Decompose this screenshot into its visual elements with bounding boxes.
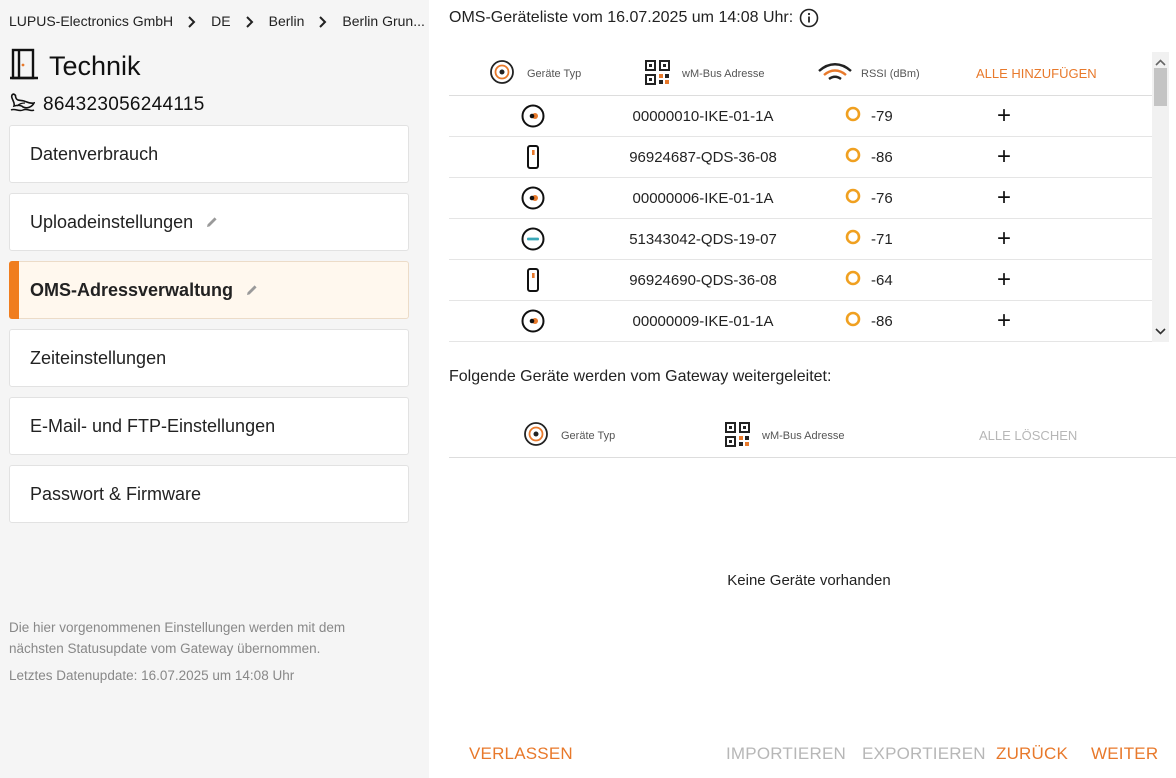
header-type — [449, 59, 617, 88]
header-type — [449, 421, 652, 450]
header-type-label: Geräte Typ — [527, 67, 582, 80]
chevron-right-icon — [231, 13, 269, 29]
chevron-right-icon — [173, 13, 211, 29]
round-sensor-icon — [449, 309, 617, 333]
rssi-value: -71 — [871, 230, 893, 248]
rssi-value: -76 — [871, 189, 893, 207]
menu-item-label: OMS-Adressverwaltung — [30, 279, 234, 300]
swan-icon — [9, 91, 35, 120]
header-address-label: wM-Bus Adresse — [762, 429, 845, 442]
header-rssi-label: RSSI (dBm) — [861, 67, 920, 80]
back-button[interactable]: ZURÜCK — [996, 744, 1069, 763]
pencil-icon — [245, 283, 259, 297]
device-list-header — [449, 52, 1153, 96]
header-actions — [933, 66, 1153, 81]
rssi-cell — [789, 229, 933, 249]
breadcrumb-item-country[interactable]: DE — [211, 13, 231, 29]
main-panel — [429, 0, 1176, 778]
device-type-icon — [489, 59, 515, 88]
breadcrumb-item-location[interactable]: Berlin Grun... — [342, 13, 425, 29]
menu-item-label: Uploadeinstellungen — [30, 211, 194, 232]
menu-item-zeiteinstellungen[interactable] — [9, 329, 409, 387]
rssi-value: -86 — [871, 148, 893, 166]
device-address: 00000006-IKE-01-1A — [632, 189, 774, 207]
next-button[interactable]: WEITER — [1091, 744, 1159, 763]
page-title-row — [9, 48, 141, 84]
rssi-cell — [789, 270, 933, 290]
device-address: 00000010-IKE-01-1A — [632, 107, 774, 125]
device-address: 00000009-IKE-01-1A — [632, 312, 774, 330]
signal-ring-icon — [845, 106, 861, 126]
table-row — [449, 137, 1153, 178]
device-address: 51343042-QDS-19-07 — [629, 230, 777, 248]
header-address — [652, 422, 979, 450]
last-update-note: Letztes Datenupdate: 16.07.2025 um 14:08 Uhr — [9, 668, 295, 683]
menu-item-label: Datenverbrauch — [30, 143, 159, 164]
add-device-button[interactable]: + — [997, 307, 1012, 334]
menu-item-passwort-firmware[interactable] — [9, 465, 409, 523]
signal-ring-icon — [845, 270, 861, 290]
add-device-button[interactable]: + — [997, 225, 1012, 252]
device-type-icon — [523, 421, 549, 450]
settings-menu — [9, 125, 409, 533]
delete-all-button[interactable]: ALLE LÖSCHEN — [979, 428, 1078, 443]
table-row — [449, 301, 1153, 342]
round-sensor-icon — [449, 186, 617, 210]
signal-ring-icon — [845, 311, 861, 331]
header-type-label: Geräte Typ — [561, 429, 616, 442]
rssi-value: -64 — [871, 271, 893, 289]
settings-note: Die hier vorgenommenen Einstellungen werden mit dem nächsten Statusupdate vom Gateway übernommen. — [9, 620, 346, 656]
table-row — [449, 178, 1153, 219]
sidebar — [0, 0, 429, 778]
forwarded-table — [449, 414, 1176, 458]
rssi-cell — [789, 147, 933, 167]
signal-ring-icon — [845, 229, 861, 249]
table-row — [449, 219, 1153, 260]
header-address-label: wM-Bus Adresse — [682, 67, 765, 80]
table-row — [449, 260, 1153, 301]
menu-item-datenverbrauch[interactable] — [9, 125, 409, 183]
header-actions — [979, 428, 1176, 443]
table-row — [449, 96, 1153, 137]
footer-actions — [429, 744, 1176, 768]
breadcrumb-item-city[interactable]: Berlin — [268, 13, 305, 29]
menu-item-uploadeinstellungen[interactable] — [9, 193, 409, 251]
signal-icon — [817, 62, 853, 85]
empty-state-message: Keine Geräte vorhanden — [727, 572, 891, 589]
device-list-table — [449, 52, 1153, 342]
info-icon[interactable] — [799, 8, 819, 28]
breadcrumb — [9, 11, 425, 31]
rssi-value: -86 — [871, 312, 893, 330]
device-list-scrollbar[interactable] — [1152, 52, 1169, 342]
page-title: Technik — [49, 50, 141, 81]
door-sensor-icon — [449, 267, 617, 293]
rssi-cell — [789, 106, 933, 126]
serial-row — [9, 92, 205, 118]
pencil-icon — [205, 215, 219, 229]
leave-button[interactable]: VERLASSEN — [469, 744, 573, 763]
import-button[interactable]: IMPORTIEREN — [726, 744, 846, 763]
add-all-button[interactable]: ALLE HINZUFÜGEN — [976, 66, 1097, 81]
add-device-button[interactable]: + — [997, 102, 1012, 129]
rssi-cell — [789, 188, 933, 208]
device-address: 96924690-QDS-36-08 — [629, 271, 777, 289]
rssi-cell — [789, 311, 933, 331]
export-button[interactable]: EXPORTIEREN — [862, 744, 986, 763]
door-icon — [9, 48, 39, 85]
forwarded-header — [449, 414, 1176, 458]
header-rssi — [789, 62, 933, 85]
device-address: 96924687-QDS-36-08 — [629, 148, 777, 166]
menu-item-label: E-Mail- und FTP-Einstellungen — [30, 415, 276, 436]
round-sensor-icon — [449, 104, 617, 128]
scrollbar-thumb[interactable] — [1154, 68, 1167, 106]
menu-item-label: Zeiteinstellungen — [30, 347, 167, 368]
breadcrumb-item-company[interactable]: LUPUS-Electronics GmbH — [9, 13, 174, 29]
qr-code-icon — [725, 422, 750, 450]
scroll-down-icon[interactable] — [1155, 322, 1166, 340]
door-sensor-icon — [449, 144, 617, 170]
add-device-button[interactable]: + — [997, 266, 1012, 293]
forwarded-title: Folgende Geräte werden vom Gateway weitergeleitet: — [449, 368, 832, 385]
meter-icon — [449, 227, 617, 251]
device-list-title-row — [449, 7, 819, 29]
device-list-title: OMS-Geräteliste vom 16.07.2025 um 14:08 Uhr: — [449, 9, 794, 26]
signal-ring-icon — [845, 188, 861, 208]
add-device-button[interactable]: + — [997, 143, 1012, 170]
menu-item-oms-adressverwaltung[interactable] — [9, 261, 409, 319]
menu-item-email-ftp[interactable] — [9, 397, 409, 455]
device-serial: 864323056244115 — [43, 94, 205, 115]
chevron-right-icon — [304, 13, 342, 29]
menu-item-label: Passwort & Firmware — [30, 483, 202, 504]
header-address — [617, 60, 789, 88]
rssi-value: -79 — [871, 107, 893, 125]
signal-ring-icon — [845, 147, 861, 167]
qr-code-icon — [645, 60, 670, 88]
add-device-button[interactable]: + — [997, 184, 1012, 211]
